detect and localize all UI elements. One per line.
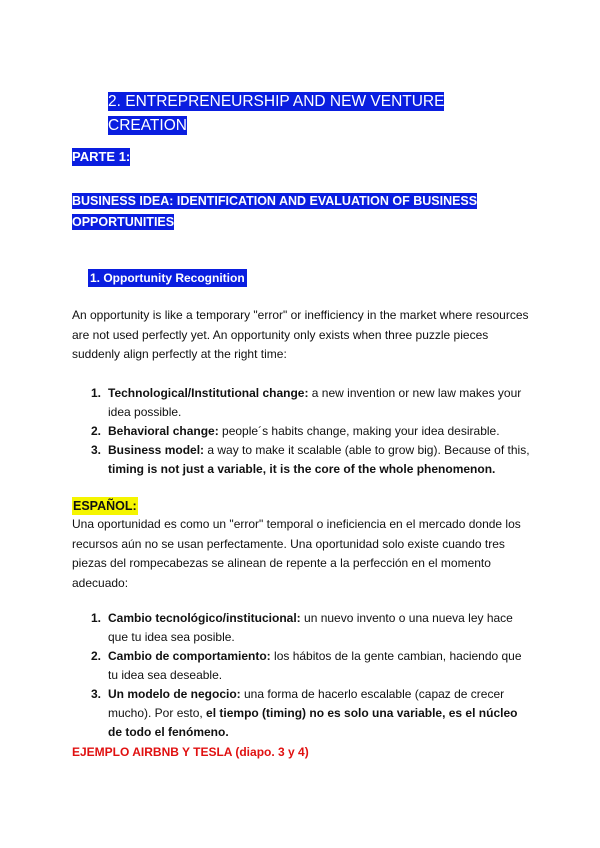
- list-item: [72, 647, 532, 685]
- section-heading: [108, 90, 488, 138]
- list-text: un nuevo invento o una nueva ley hace que tu idea sea posible.: [108, 611, 513, 644]
- list-number: 1.: [91, 386, 102, 400]
- spanish-label: ESPAÑOL:: [73, 499, 137, 513]
- subsection-heading: 1. Opportunity Recognition: [90, 271, 245, 285]
- list-number: 2.: [91, 424, 102, 438]
- section-heading-line-2: CREATION: [108, 117, 187, 134]
- example-note: EJEMPLO AIRBNB Y TESLA (diapo. 3 y 4): [72, 745, 309, 759]
- list-term: Un modelo de negocio:: [108, 687, 241, 701]
- list-term: Cambio tecnológico/institucional:: [108, 611, 301, 625]
- list-number: 3.: [91, 687, 102, 701]
- business-idea-heading: [72, 191, 512, 233]
- section-heading-line-1: 2. ENTREPRENEURSHIP AND NEW VENTURE: [108, 93, 445, 110]
- list-bold-tail: timing is not just a variable, it is the core of the whole phenomenon.: [108, 462, 496, 476]
- list-text: una forma de hacerlo escalable (capaz de crecer mucho). Por esto,: [108, 687, 505, 720]
- business-idea-line-2: OPPORTUNITIES: [72, 215, 175, 229]
- list-text: los hábitos de la gente cambian, haciendo que tu idea sea deseable.: [108, 649, 522, 682]
- english-paragraph: An opportunity is like a temporary "error" or inefficiency in the market where resources are not used perfectly yet. An opportunity only exists when three puzzle pieces suddenly align perfectly at the right time:: [72, 308, 529, 361]
- list-item: [72, 384, 532, 422]
- list-term: Cambio de comportamiento:: [108, 649, 271, 663]
- list-item: [72, 422, 532, 441]
- list-number: 2.: [91, 649, 102, 663]
- list-number: 3.: [91, 443, 102, 457]
- spanish-list: [72, 609, 532, 742]
- list-term: Technological/Institutional change:: [108, 386, 309, 400]
- spanish-paragraph: Una oportunidad es como un "error" temporal o ineficiencia en el mercado donde los recursos aún no se usan perfectamente. Una oportunidad solo existe cuando tres piezas del rompecabezas se alinean de repente a la perfección en el momento adecuado:: [72, 517, 521, 590]
- list-bold-tail: el tiempo (timing) no es solo una variable, es el núcleo de todo el fenómeno.: [108, 706, 518, 739]
- part-label: PARTE 1:: [72, 149, 131, 164]
- english-list: [72, 384, 532, 479]
- list-item: [72, 685, 532, 742]
- list-term: Business model:: [108, 443, 205, 457]
- list-text: people´s habits change, making your idea desirable.: [218, 424, 500, 438]
- business-idea-line-1: BUSINESS IDEA: IDENTIFICATION AND EVALUATION OF BUSINESS: [72, 194, 478, 208]
- list-term: Behavioral change:: [108, 424, 219, 438]
- list-number: 1.: [91, 611, 102, 625]
- list-item: [72, 441, 532, 479]
- list-text: a new invention or new law makes your idea possible.: [108, 386, 522, 419]
- list-item: [72, 609, 532, 647]
- list-text: a way to make it scalable (able to grow big). Because of this,: [204, 443, 530, 457]
